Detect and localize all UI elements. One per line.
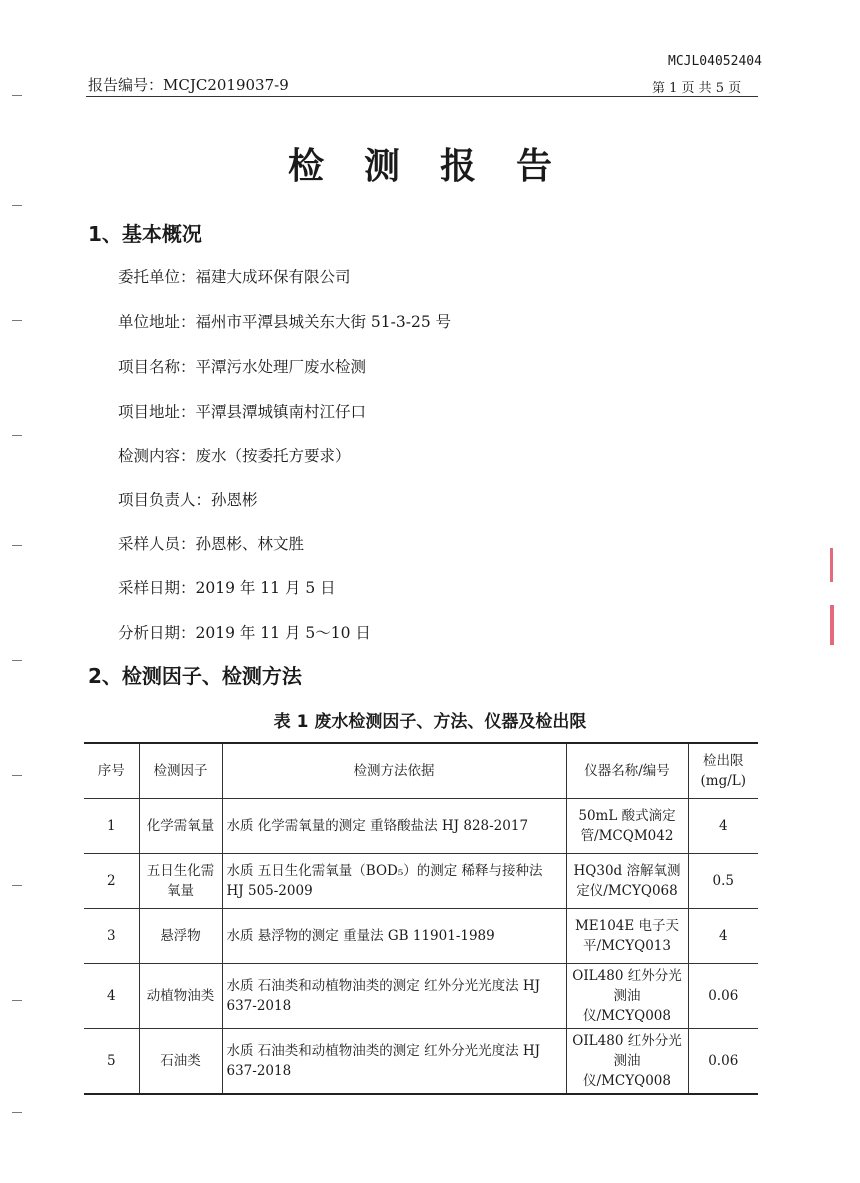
margin-mark [12,885,22,886]
cell-instrument: ME104E 电子天平/MCYQ013 [566,909,688,964]
cell-no: 1 [84,799,139,854]
header-divider [86,96,758,97]
cell-method: 水质 石油类和动植物油类的测定 红外分光光度法 HJ 637-2018 [222,1029,566,1095]
cell-method: 水质 石油类和动植物油类的测定 红外分光光度法 HJ 637-2018 [222,964,566,1029]
info-sampling-date: 采样日期：2019 年 11 月 5 日 [118,579,336,597]
cell-factor: 石油类 [139,1029,222,1095]
table-row [84,909,758,964]
info-project-lead: 项目负责人：孙恩彬 [118,491,258,509]
cell-no: 2 [84,854,139,909]
info-address: 单位地址：福州市平潭县城关东大街 51-3-25 号 [118,313,452,331]
table-row [84,799,758,854]
cell-method: 水质 五日生化需氧量（BOD₅）的测定 稀释与接种法 HJ 505-2009 [222,854,566,909]
cell-factor: 动植物油类 [139,964,222,1029]
margin-mark [12,775,22,776]
table-caption: 表 1 废水检测因子、方法、仪器及检出限 [273,712,587,732]
cell-factor: 化学需氧量 [139,799,222,854]
col-header-limit [688,743,758,799]
col-header-no: 序号 [84,743,139,799]
info-samplers: 采样人员：孙恩彬、林文胜 [118,535,305,553]
cell-instrument: OIL480 红外分光测油仪/MCYQ008 [566,1029,688,1095]
cell-limit: 4 [688,909,758,964]
cell-method: 水质 化学需氧量的测定 重铬酸盐法 HJ 828-2017 [222,799,566,854]
section-heading: 1、基本概况 [88,222,202,246]
col-header-factor: 检测因子 [139,743,222,799]
table-row [84,964,758,1029]
col-header-method: 检测方法依据 [222,743,566,799]
section-heading: 2、检测因子、检测方法 [88,664,302,688]
margin-mark [12,320,22,321]
cell-instrument: HQ30d 溶解氧测定仪/MCYQ068 [566,854,688,909]
margin-mark [12,545,22,546]
margin-mark [12,205,22,206]
table-row [84,1029,758,1095]
info-project-address: 项目地址：平潭县潭城镇南村江仔口 [118,403,367,421]
info-analysis-date: 分析日期：2019 年 11 月 5～10 日 [118,624,371,642]
cell-instrument: 50mL 酸式滴定管/MCQM042 [566,799,688,854]
report-number: 报告编号：MCJC2019037-9 [88,76,289,94]
table-row [84,854,758,909]
cell-instrument: OIL480 红外分光测油仪/MCYQ008 [566,964,688,1029]
cell-no: 4 [84,964,139,1029]
info-client: 委托单位：福建大成环保有限公司 [118,268,351,286]
page-title: 检测报告 [287,146,592,187]
limit-unit: (mg/L) [700,773,746,789]
margin-mark [12,1000,22,1001]
page-indicator: 第 1 页 共 5 页 [652,81,742,96]
info-test-content: 检测内容：废水（按委托方要求） [118,447,351,465]
seal-edge-mark [830,548,833,582]
margin-mark [12,660,22,661]
document-code: MCJL04052404 [668,54,762,69]
cell-no: 3 [84,909,139,964]
cell-limit: 0.06 [688,1029,758,1095]
margin-mark [12,95,22,96]
methods-table [84,742,758,1095]
cell-factor: 悬浮物 [139,909,222,964]
margin-mark [12,1112,22,1113]
info-project-name: 项目名称：平潭污水处理厂废水检测 [118,358,367,376]
cell-limit: 4 [688,799,758,854]
cell-limit: 0.5 [688,854,758,909]
cell-method: 水质 悬浮物的测定 重量法 GB 11901-1989 [222,909,566,964]
col-header-instrument: 仪器名称/编号 [566,743,688,799]
limit-label: 检出限 [703,753,744,769]
margin-mark [12,435,22,436]
seal-edge-mark [830,605,834,645]
cell-no: 5 [84,1029,139,1095]
cell-factor: 五日生化需氧量 [139,854,222,909]
table-header-row [84,743,758,799]
cell-limit: 0.06 [688,964,758,1029]
